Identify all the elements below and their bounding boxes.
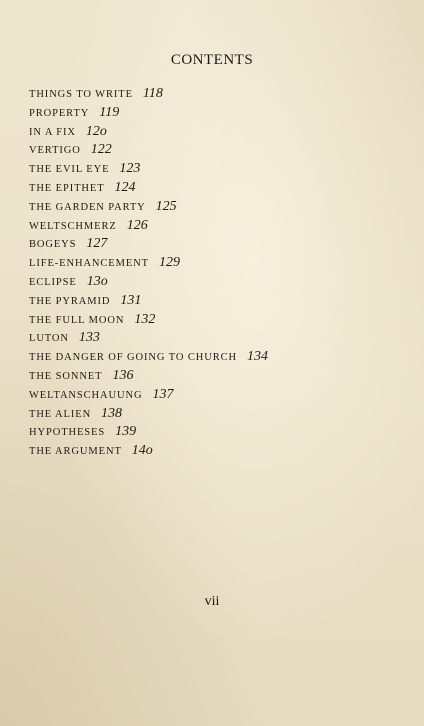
page-number: vii [204,594,220,609]
list-item [29,103,268,122]
entry-page: 134 [247,349,269,365]
entry-title: THE EPITHET [29,182,105,194]
list-item [29,122,268,141]
list-item [29,441,268,460]
list-item [29,385,268,404]
entry-page: 136 [112,367,134,383]
entry-page: 124 [114,179,136,195]
list-item [29,140,268,159]
list-item [29,347,268,366]
entry-title: BOGEYS [29,239,77,251]
entry-page: 127 [86,236,108,252]
entry-page: 132 [134,311,156,327]
entry-title: THINGS TO WRITE [29,89,133,100]
entry-page: 133 [78,330,100,346]
list-item [29,197,268,216]
entry-title: ECLIPSE [29,276,77,288]
entry-page: 139 [115,424,137,440]
contents-list [29,84,268,460]
entry-title: THE PYRAMID [29,295,111,307]
entry-title: LIFE-ENHANCEMENT [29,258,149,270]
entry-page: 119 [99,104,120,120]
entry-page: 131 [120,292,142,308]
list-item [29,404,268,423]
entry-page: 13o [86,273,108,289]
list-item [29,234,268,253]
entry-title: WELTSCHMERZ [29,220,117,232]
list-item [29,216,268,235]
entry-page: 137 [152,386,174,402]
entry-title: WELTANSCHAUUNG [29,389,143,401]
entry-title: HYPOTHESES [29,427,106,439]
list-item [29,159,268,178]
entry-title: THE DANGER OF GOING TO CHURCH [29,352,238,364]
entry-page: 126 [126,217,148,233]
entry-title: THE FULL MOON [29,314,125,326]
list-item [29,272,268,291]
entry-page: 14o [131,443,153,459]
entry-title: THE GARDEN PARTY [29,201,146,213]
list-item [29,366,268,385]
page-title: CONTENTS [170,52,254,68]
list-item [29,178,268,197]
entry-title: THE ALIEN [29,408,92,420]
entry-title: THE EVIL EYE [29,164,110,176]
list-item [29,253,268,272]
entry-title: VERTIGO [29,145,81,157]
list-item [29,422,268,441]
entry-page: 118 [142,86,163,101]
entry-page: 125 [155,198,177,214]
list-item [29,310,268,329]
entry-title: LUTON [29,333,69,345]
entry-title: THE SONNET [29,370,103,382]
entry-page: 138 [101,405,123,421]
entry-title: IN A FIX [29,126,76,138]
list-item [29,84,268,103]
entry-page: 129 [158,255,180,271]
entry-page: 12o [85,123,107,139]
list-item [29,291,268,310]
entry-page: 123 [119,161,141,177]
entry-title: THE ARGUMENT [29,446,122,458]
list-item [29,328,268,347]
entry-page: 122 [90,142,112,158]
entry-title: PROPERTY [29,107,90,119]
